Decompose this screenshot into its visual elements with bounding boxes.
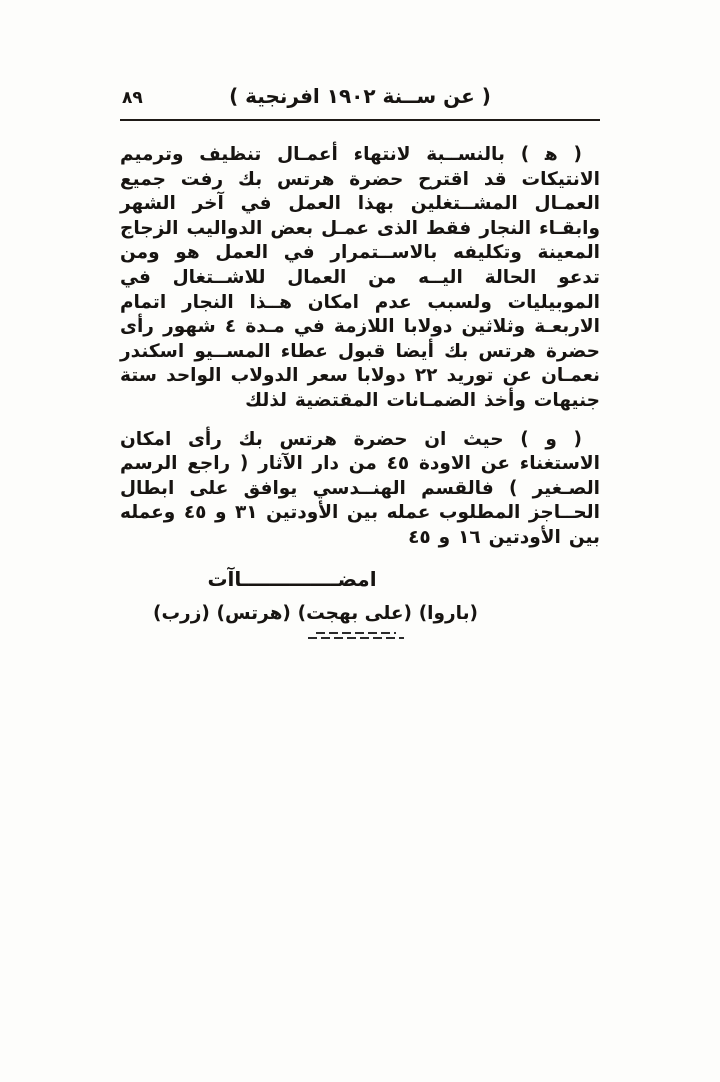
signatures-heading: امضــــــــــــــاآت [207, 566, 377, 591]
signature-name: (زرب) [153, 602, 210, 624]
document-body [120, 143, 600, 624]
page-content [120, 84, 600, 624]
divider-line-top [316, 632, 396, 634]
paragraph-w: ( و ) حيث ان حضرة هرتس بك رأى امكان الاستغناء عن الاودة ٤٥ من دار الآثار ( راجع الرسم الصـغير ) فالقسم الهنــدسي يوافق على ابطال الحــاجز المطلوب عمله بين الأودتين ٣١ و ٤٥ وعمله بين الأودتين ١٦ و ٤٥ [120, 428, 600, 548]
signatures-row [153, 603, 478, 624]
divider-line-bottom [308, 637, 404, 639]
signature-name: (هرتس) [216, 602, 291, 624]
signature-name: (باروا) [418, 602, 478, 624]
page-number: ٨٩ [122, 88, 143, 108]
paragraph-h: ( ﻫ ) بالنســبة لانتهاء أعمـال تنظيف وترميم الانتيكات قد اقترح حضرة هرتس بك رفت جميع العمـال المشــتغلين بهذا العمل في آخر الشهر وابقـاء النجار فقط الذى عمـل بعض الدواليب الزجاج المعينة وتكليفه بالاســتمرار في العمل هو ومن تدعو الحالة اليــه من العمال للاشــتغال في الموبيليات ولسبب عدم امكان هــذا النجار اتمام الاربعـة وثلاثين دولابا اللازمة في مـدة ٤ شهور رأى حضرة هرتس بك أيضا قبول عطاء المســيو اسكندر نعمـان عن توريد ٢٢ دولابا سعر الدولاب الواحد ستة جنيهات وأخذ الضمـانات المقتضية لذلك [120, 144, 600, 411]
page-header [120, 84, 600, 114]
header-rule [120, 119, 600, 121]
divider-mark [308, 632, 404, 639]
header-title: ( عن ســنة ١٩٠٢ افرنجية ) [229, 84, 491, 108]
signature-name: (على بهجت) [297, 602, 412, 624]
